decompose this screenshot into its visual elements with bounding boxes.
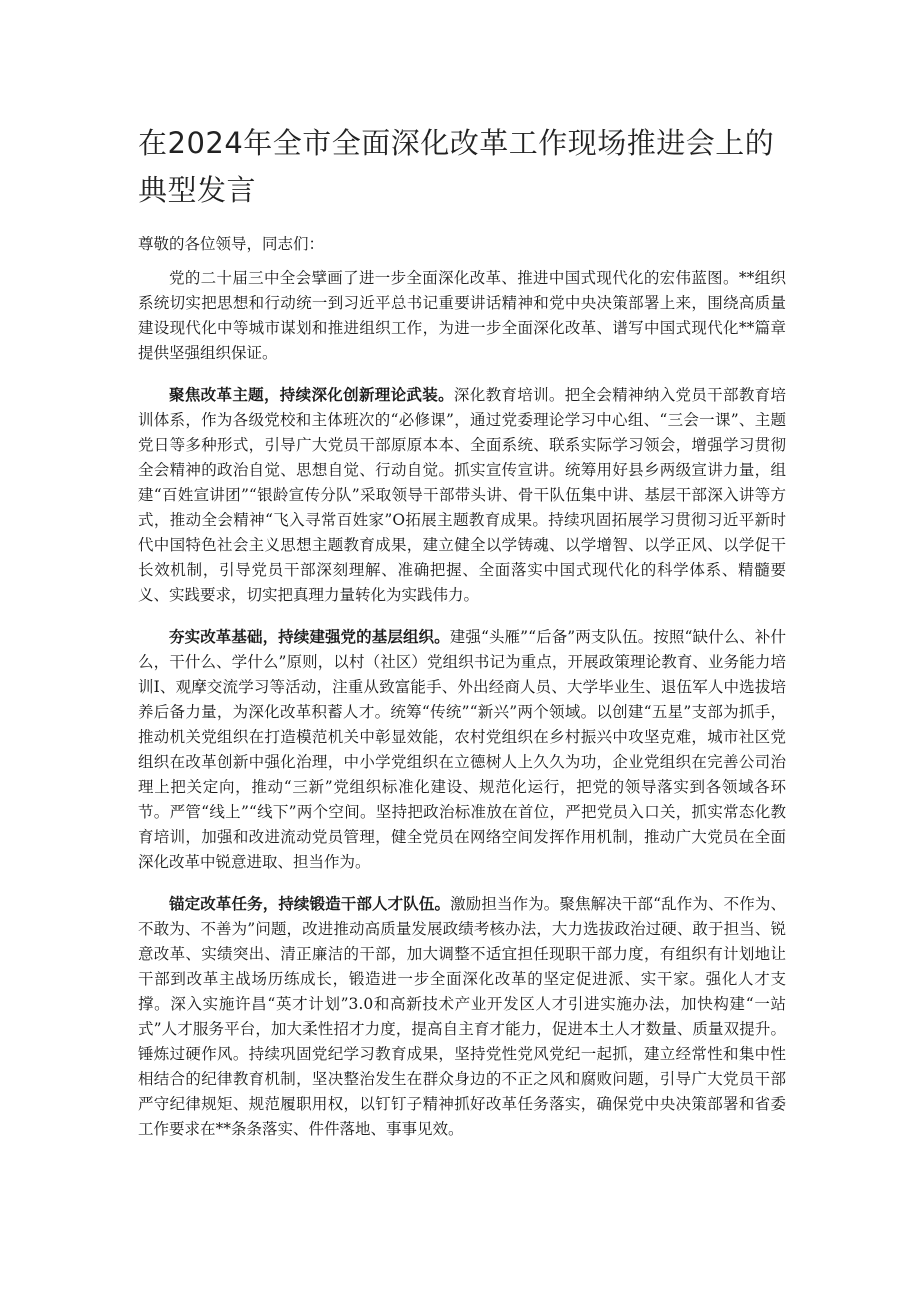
paragraph-lead: 聚焦改革主题，持续深化创新理论武装。 bbox=[169, 386, 454, 404]
paragraph-intro bbox=[138, 266, 786, 366]
paragraph-text: 建强“头雁”“后备”两支队伍。按照“缺什么、补什么，干什么、学什么”原则，以村（社区）党组织书记为重点，开展政策理论教育、业务能力培训I、观摩交流学习等活动，注重从致富能手、外出经商人员、大学毕业生、退伍军人中选拔培养后备力量，为深化改革积蓄人才。统筹“传统”“新兴”两个领域。以创建“五星”支部为抓手，推动机关党组织在打造模范机关中彰显效能，农村党组织在乡村振兴中攻坚克难，城市社区党组织在改革创新中强化治理，中小学党组织在立德树人上久久为功，企业党组织在完善公司治理上把关定向，推动“三新”党组织标准化建设、规范化运行，把党的领导落实到各领域各环节。严管“线上”“线下”两个空间。坚持把政治标准放在首位，严把党员入口关，抓实常态化教育培训，加强和改进流动党员管理，健全党员在网络空间发挥作用机制，推动广大党员在全面深化改革中锐意进取、担当作为。 bbox=[138, 628, 786, 871]
paragraph-talent bbox=[138, 892, 786, 1142]
paragraph-lead: 夯实改革基础，持续建强党的基层组织。 bbox=[169, 628, 450, 646]
paragraph-lead: 锚定改革任务，持续锻造干部人才队伍。 bbox=[169, 895, 451, 913]
document-page bbox=[138, 120, 786, 1159]
paragraph-text: 激励担当作为。聚焦解决干部“乱作为、不作为、不敢为、不善为”问题，改进推动高质量发展政绩考核办法，大力选拔政治过硬、敢于担当、锐意改革、实绩突出、清正廉洁的干部，加大调整不适宜担任现职干部力度，有组织有计划地让干部到改革主战场历练成长，锻造进一步全面深化改革的坚定促进派、实干家。强化人才支撑。深入实施许昌“英才计划”3.0和高新技术产业开发区人才引进实施办法，加快构建“一站式”人才服务平台，加大柔性招才力度，提高自主育才能力，促进本土人才数量、质量双提升。锤炼过硬作风。持续巩固党纪学习教育成果，坚持党性党风党纪一起抓，建立经常性和集中性相结合的纪律教育机制，坚决整治发生在群众身边的不正之风和腐败问题，引导广大党员干部严守纪律规矩、规范履职用权，以钉钉子精神抓好改革任务落实，确保党中央决策部署和省委工作要求在**条条落实、件件落地、事事见效。 bbox=[138, 895, 786, 1138]
salutation: 尊敬的各位领导，同志们： bbox=[138, 235, 325, 253]
paragraph-grassroots bbox=[138, 625, 786, 875]
paragraph-text: 党的二十届三中全会擘画了进一步全面深化改革、推进中国式现代化的宏伟蓝图。**组织系统切实把思想和行动统一到习近平总书记重要讲话精神和党中央决策部署上来，围绕高质量建设现代化中等城市谋划和推进组织工作，为进一步全面深化改革、谱写中国式现代化**篇章提供坚强组织保证。 bbox=[138, 269, 786, 362]
paragraph-text: 深化教育培训。把全会精神纳入党员干部教育培训体系，作为各级党校和主体班次的“必修课”，通过党委理论学习中心组、“三会一课”、主题党日等多种形式，引导广大党员干部原原本本、全面系统、联系实际学习领会，增强学习贯彻全会精神的政治自觉、思想自觉、行动自觉。抓实宣传宣讲。统筹用好县乡两级宣讲力量，组建“百姓宣讲团”“银龄宣传分队”采取领导干部带头讲、骨干队伍集中讲、基层干部深入讲等方式，推动全会精神“飞入寻常百姓家”O拓展主题教育成果。持续巩固拓展学习贯彻习近平新时代中国特色社会主义思想主题教育成果，建立健全以学铸魂、以学增智、以学正风、以学促干长效机制，引导党员干部深刻理解、准确把握、全面落实中国式现代化的科学体系、精髓要义、实践要求，切实把真理力量转化为实践伟力。 bbox=[138, 386, 786, 604]
document-title: 在2024年全市全面深化改革工作现场推进会上的典型发言 bbox=[138, 126, 775, 207]
paragraph-theory bbox=[138, 383, 786, 608]
